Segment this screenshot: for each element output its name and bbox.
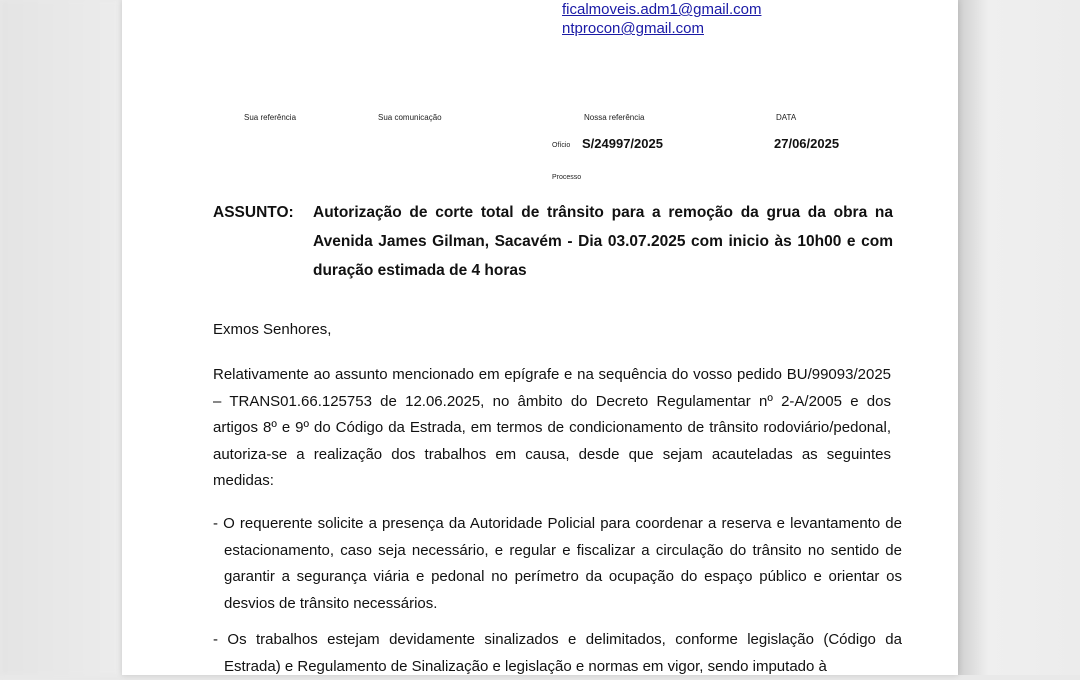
bullet-item-1: - O requerente solicite a presença da Autoridade Policial para coordenar a reserva e levantamento de estacionamento, caso seja necessário, e regular e fiscalizar a circulação do trânsito no sentido de garantir a segurança viária e pedonal no perímetro da ocupação do espaço público e orientar os desvios de trânsito necessários.	[213, 515, 902, 612]
blurred-background-left	[0, 0, 122, 675]
email-link-2[interactable]: ntprocon@gmail.com	[562, 20, 704, 37]
processo-label: Processo	[552, 174, 582, 181]
greeting: Exmos Senhores,	[213, 321, 332, 338]
oficio-value: S/24997/2025	[582, 136, 663, 151]
data-label: DATA	[776, 113, 797, 122]
oficio-label: Ofício	[552, 142, 571, 149]
nossa-referencia-label: Nossa referência	[584, 113, 645, 122]
sua-comunicacao-label: Sua comunicação	[378, 113, 442, 122]
document-page	[122, 0, 958, 675]
email-link-1[interactable]: ficalmoveis.adm1@gmail.com	[562, 1, 762, 18]
sua-referencia-label: Sua referência	[244, 113, 297, 122]
blurred-background-right	[958, 0, 1080, 675]
subject-text: Autorização de corte total de trânsito para a remoção da grua da obra na Avenida James Gilman, Sacavém - Dia 03.07.2025 com inicio às 10h00 e com duração estimada de 4 horas	[313, 204, 893, 279]
date-value: 27/06/2025	[774, 136, 840, 151]
subject-label: ASSUNTO:	[213, 204, 294, 221]
body-paragraph: Relativamente ao assunto mencionado em epígrafe e na sequência do vosso pedido BU/99093/2025 – TRANS01.66.125753 de 12.06.2025, no âmbito do Decreto Regulamentar nº 2-A/2005 e dos artigos 8º e 9º do Código da Estrada, em termos de condicionamento de trânsito rodoviário/pedonal, autoriza-se a realização dos trabalhos em causa, desde que sejam acauteladas as seguintes medidas:	[213, 366, 891, 489]
bullet-item-2: - Os trabalhos estejam devidamente sinalizados e delimitados, conforme legislação (Código da Estrada) e Regulamento de Sinalização e legislação e normas em vigor, sendo imputado à	[213, 631, 902, 675]
subject-block	[213, 198, 893, 285]
